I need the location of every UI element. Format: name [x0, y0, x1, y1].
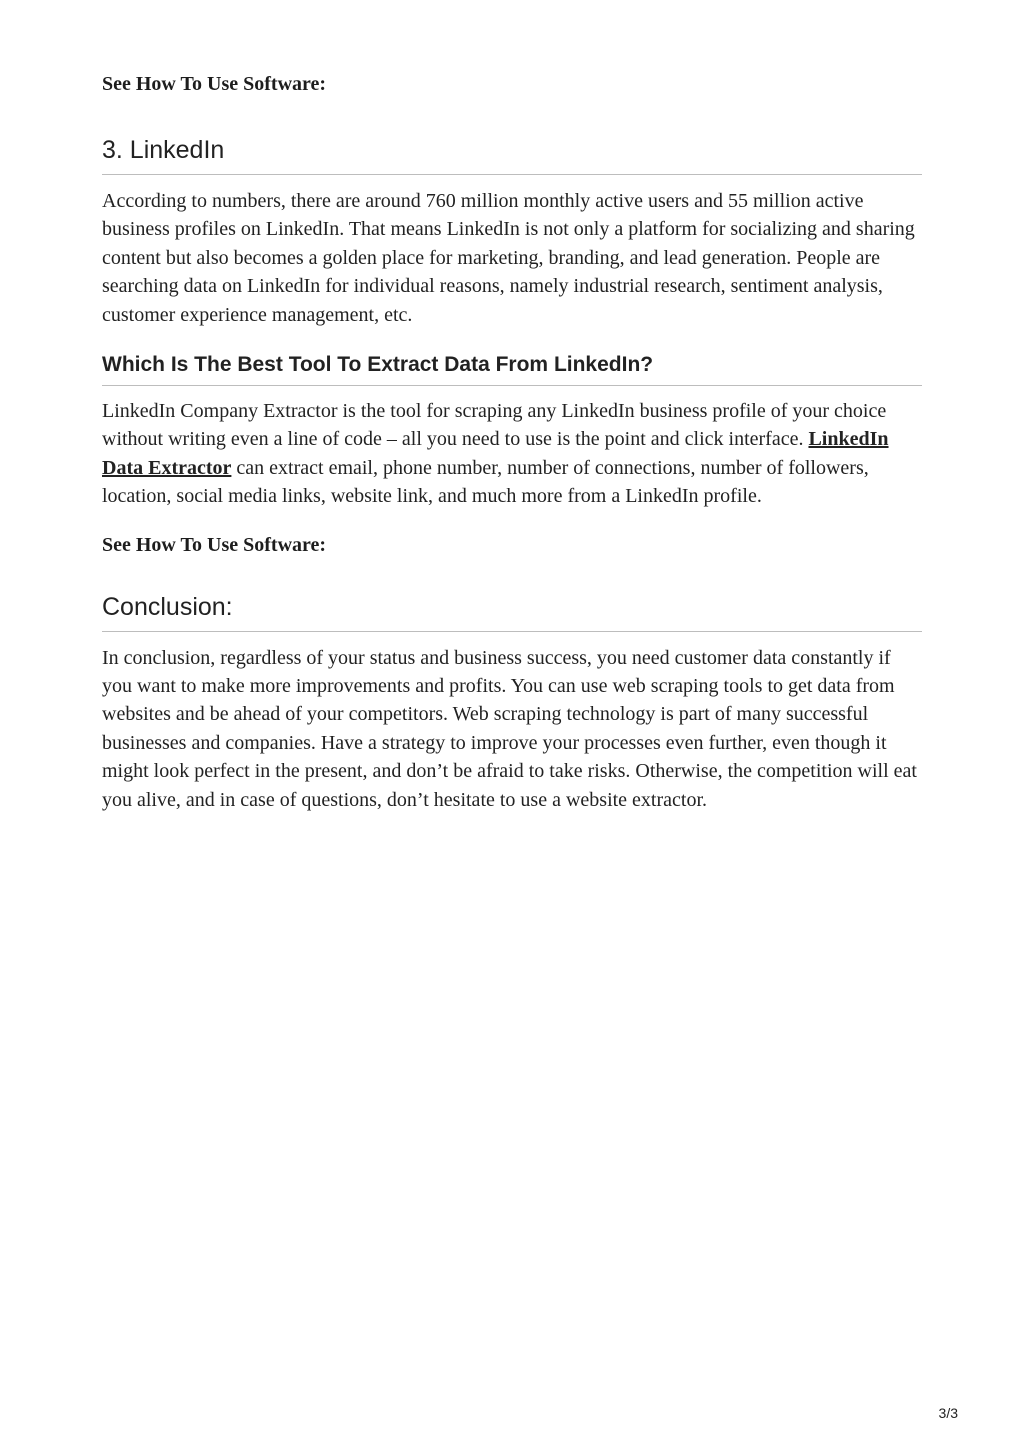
best-tool-text-before: LinkedIn Company Extractor is the tool for scraping any LinkedIn business profile of your choice without writing even a line of code – all you need to use is the point and click interface.: [102, 400, 887, 451]
page-number: 3/3: [938, 1405, 958, 1421]
linkedin-data-extractor-link[interactable]: LinkedIn Data Extractor: [102, 428, 889, 479]
conclusion-heading: Conclusion:: [102, 591, 922, 632]
document-body: [102, 70, 922, 814]
best-tool-paragraph: [102, 397, 922, 511]
best-tool-heading: Which Is The Best Tool To Extract Data From LinkedIn?: [102, 351, 922, 386]
see-how-label-2: See How To Use Software:: [102, 533, 327, 556]
linkedin-heading: 3. LinkedIn: [102, 134, 922, 175]
conclusion-paragraph: In conclusion, regardless of your status and business success, you need customer data constantly if you want to make more improvements and profits. You can use web scraping tools to get data from websites and be ahead of your competitors. Web scraping technology is part of many successful businesses and companies. Have a strategy to improve your processes even further, even though it might look perfect in the present, and don’t be afraid to take risks. Otherwise, the competition will eat you alive, and in case of questions, don’t hesitate to use a website extractor.: [102, 646, 917, 811]
see-how-label-1: See How To Use Software:: [102, 73, 327, 95]
best-tool-text-after: can extract email, phone number, number of connections, number of followers, location, social media links, website link, and much more from a LinkedIn profile.: [102, 456, 869, 508]
linkedin-paragraph: According to numbers, there are around 760 million monthly active users and 55 million active business profiles on LinkedIn. That means LinkedIn is not only a platform for socializing and sharing content but also becomes a golden place for marketing, branding, and lead generation. People are searching data on LinkedIn for individual reasons, namely industrial research, sentiment analysis, customer experience management, etc.: [102, 190, 915, 326]
